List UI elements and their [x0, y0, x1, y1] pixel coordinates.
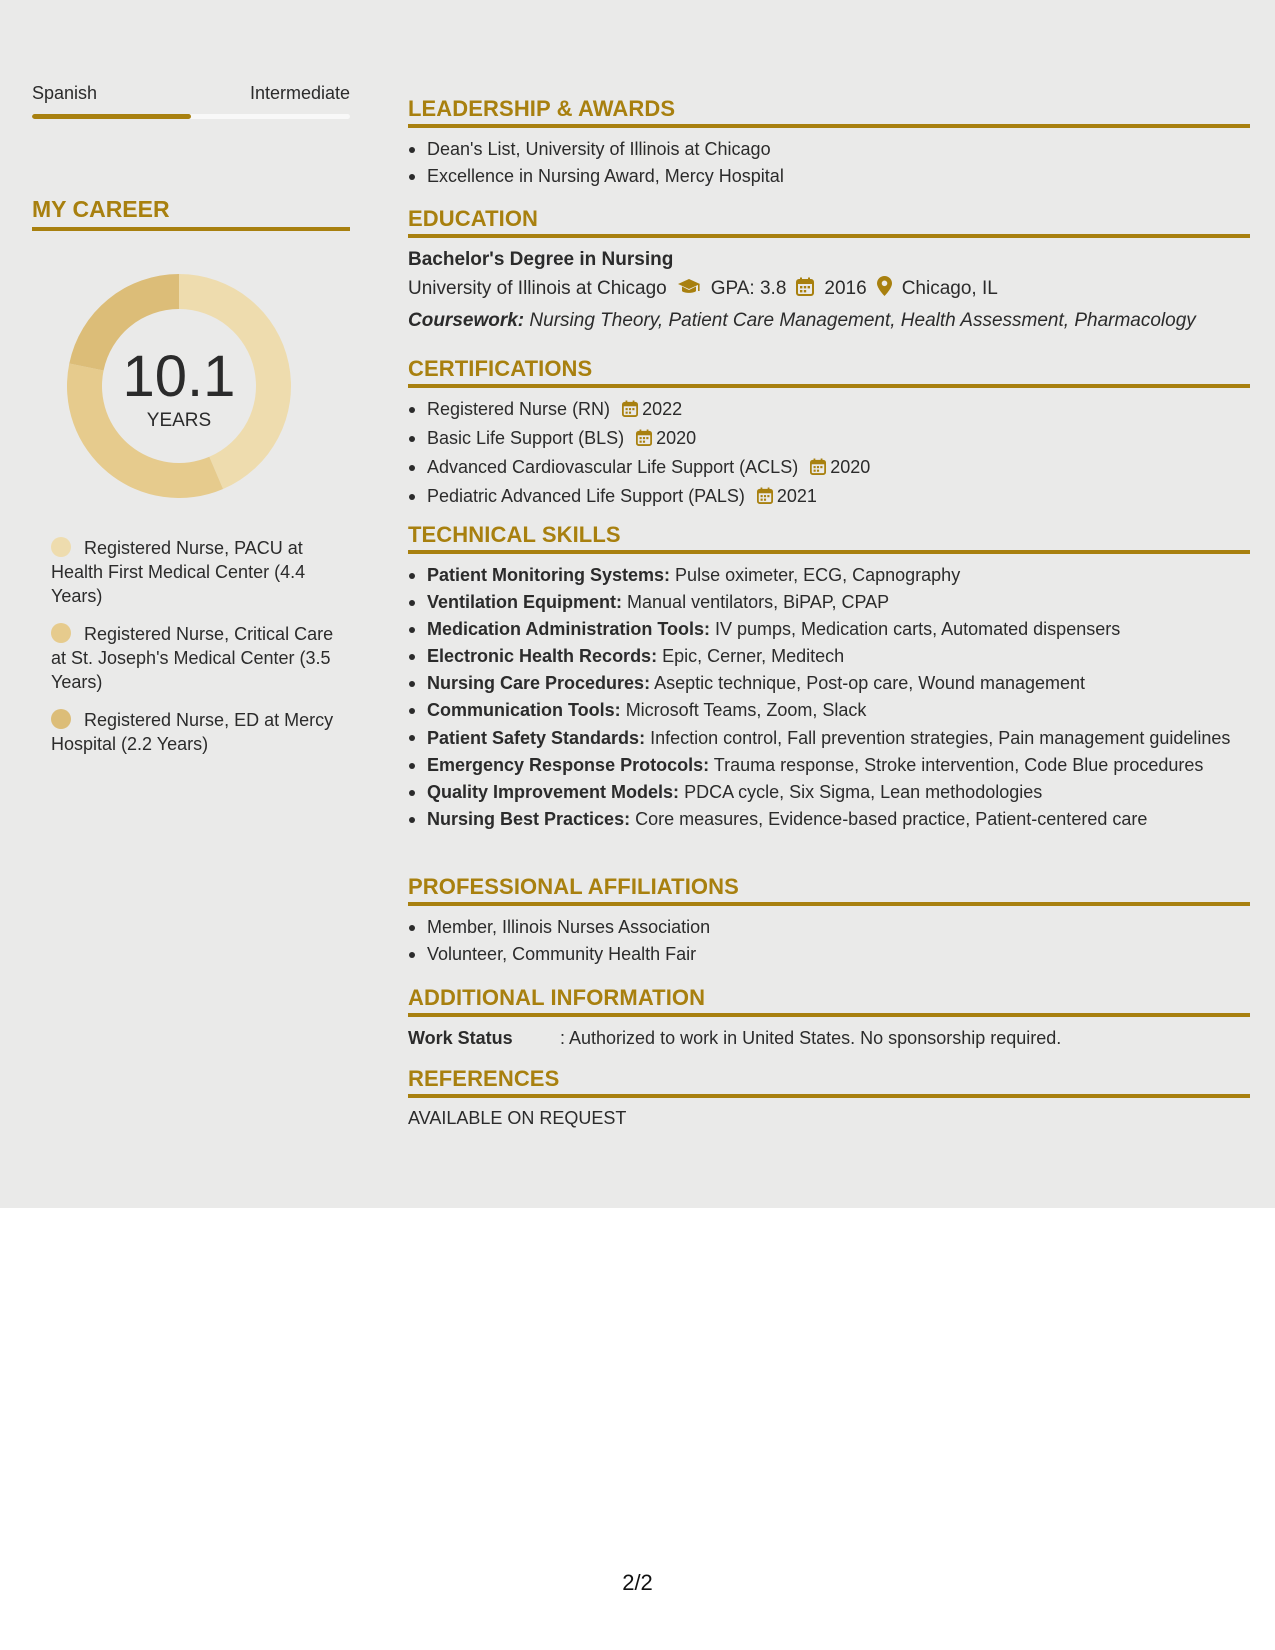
career-total-unit: YEARS — [146, 410, 212, 431]
legend-dot-icon — [51, 537, 71, 557]
section-title: ADDITIONAL INFORMATION — [408, 985, 1250, 1017]
list-item — [408, 589, 1250, 616]
language-proficiency-bar — [32, 114, 350, 119]
certification-name: Pediatric Advanced Life Support (PALS) — [427, 486, 745, 506]
skill-label: Patient Safety Standards: — [427, 728, 646, 748]
skill-text: Microsoft Teams, Zoom, Slack — [625, 700, 867, 720]
skill-label: Communication Tools: — [427, 700, 621, 720]
technical-skills-section — [408, 522, 1250, 833]
education-details — [408, 274, 1250, 306]
section-title: REFERENCES — [408, 1066, 1250, 1098]
leadership-list — [408, 128, 1250, 190]
school-name: University of Illinois at Chicago — [408, 278, 667, 299]
skill-text: IV pumps, Medication carts, Automated dispensers — [715, 619, 1121, 639]
skill-text: Pulse oximeter, ECG, Capnography — [675, 565, 961, 585]
calendar-icon — [810, 456, 826, 483]
gpa: GPA: 3.8 — [710, 278, 787, 299]
list-item — [408, 670, 1250, 697]
skill-text: Epic, Cerner, Meditech — [662, 646, 845, 666]
skill-label: Ventilation Equipment: — [427, 592, 623, 612]
section-title: CERTIFICATIONS — [408, 356, 1250, 388]
skill-text: PDCA cycle, Six Sigma, Lean methodologies — [684, 782, 1043, 802]
additional-info-section — [408, 985, 1250, 1052]
career-legend-item — [51, 622, 341, 694]
list-item — [408, 425, 1250, 454]
skill-label: Patient Monitoring Systems: — [427, 565, 671, 585]
career-legend-item — [51, 536, 341, 608]
skill-text: Manual ventilators, BiPAP, CPAP — [627, 592, 890, 612]
calendar-icon — [757, 485, 773, 512]
career-legend-text: Registered Nurse, ED at Mercy Hospital (2.2 Years) — [51, 710, 334, 754]
language-name: Spanish — [32, 83, 98, 103]
section-title: EDUCATION — [408, 206, 1250, 238]
list-item — [408, 779, 1250, 806]
skill-text: Infection control, Fall prevention strategies, Pain management guidelines — [650, 728, 1231, 748]
list-item: Member, Illinois Nurses Association — [408, 914, 1250, 941]
skill-label: Medication Administration Tools: — [427, 619, 710, 639]
certification-year: 2020 — [656, 428, 697, 448]
page-number: 2/2 — [622, 1570, 653, 1595]
list-item — [408, 806, 1250, 833]
education-section — [408, 206, 1250, 336]
skills-list — [408, 554, 1250, 833]
certification-name: Advanced Cardiovascular Life Support (ACLS) — [427, 457, 799, 477]
list-item — [408, 562, 1250, 589]
work-status-row — [408, 1017, 1250, 1052]
career-legend-text: Registered Nurse, Critical Care at St. Joseph's Medical Center (3.5 Years) — [51, 624, 334, 692]
section-title: TECHNICAL SKILLS — [408, 522, 1250, 554]
work-status-value: : Authorized to work in United States. No sponsorship required. — [560, 1028, 1062, 1048]
certification-year: 2022 — [642, 399, 683, 419]
calendar-icon — [796, 276, 814, 306]
coursework — [408, 306, 1250, 336]
skill-label: Nursing Best Practices: — [427, 809, 631, 829]
list-item — [408, 454, 1250, 483]
career-legend-item — [51, 708, 341, 756]
calendar-icon — [636, 427, 652, 454]
skill-label: Quality Improvement Models: — [427, 782, 680, 802]
section-title: PROFESSIONAL AFFILIATIONS — [408, 874, 1250, 906]
references-section — [408, 1066, 1250, 1129]
graduation-cap-icon — [677, 276, 701, 306]
skill-text: Aseptic technique, Post-op care, Wound management — [654, 673, 1086, 693]
language-row — [32, 83, 350, 105]
degree-title: Bachelor's Degree in Nursing — [408, 249, 674, 270]
leadership-section — [408, 96, 1250, 190]
affiliations-section — [408, 874, 1250, 968]
coursework-label: Coursework: — [408, 310, 525, 331]
certification-year: 2021 — [776, 486, 817, 506]
language-proficiency-fill — [32, 114, 191, 119]
coursework-text: Nursing Theory, Patient Care Management, Health Assessment, Pharmacology — [529, 310, 1196, 331]
skill-label: Nursing Care Procedures: — [427, 673, 651, 693]
career-heading: MY CAREER — [32, 196, 350, 231]
graduation-year: 2016 — [824, 278, 867, 299]
school-location: Chicago, IL — [901, 278, 998, 299]
list-item: Dean's List, University of Illinois at Chicago — [408, 136, 1250, 163]
skill-label: Electronic Health Records: — [427, 646, 658, 666]
list-item: Excellence in Nursing Award, Mercy Hospital — [408, 163, 1250, 190]
certification-name: Registered Nurse (RN) — [427, 399, 611, 419]
list-item — [408, 724, 1250, 752]
certification-year: 2020 — [830, 457, 871, 477]
list-item — [408, 483, 1250, 512]
legend-dot-icon — [51, 709, 71, 729]
references-text: AVAILABLE ON REQUEST — [408, 1108, 627, 1128]
career-legend-text: Registered Nurse, PACU at Health First Medical Center (4.4 Years) — [51, 538, 306, 606]
list-item — [408, 616, 1250, 643]
language-level: Intermediate — [249, 83, 350, 103]
skill-text: Core measures, Evidence-based practice, Patient-centered care — [635, 809, 1148, 829]
list-item: Volunteer, Community Health Fair — [408, 941, 1250, 968]
affiliations-list — [408, 906, 1250, 968]
career-total-number: 10.1 — [122, 344, 236, 409]
list-item — [408, 643, 1250, 670]
list-item — [408, 396, 1250, 425]
list-item — [408, 752, 1250, 779]
career-donut-chart — [67, 274, 291, 498]
legend-dot-icon — [51, 623, 71, 643]
calendar-icon — [622, 398, 638, 425]
map-pin-icon — [877, 276, 892, 306]
skill-text: Trauma response, Stroke intervention, Code Blue procedures — [713, 755, 1204, 775]
work-status-label: Work Status — [408, 1028, 513, 1048]
career-legend — [51, 536, 341, 770]
certifications-section — [408, 356, 1250, 512]
skill-label: Emergency Response Protocols: — [427, 755, 710, 775]
certifications-list — [408, 388, 1250, 512]
certification-name: Basic Life Support (BLS) — [427, 428, 625, 448]
section-title: LEADERSHIP & AWARDS — [408, 96, 1250, 128]
list-item — [408, 697, 1250, 724]
